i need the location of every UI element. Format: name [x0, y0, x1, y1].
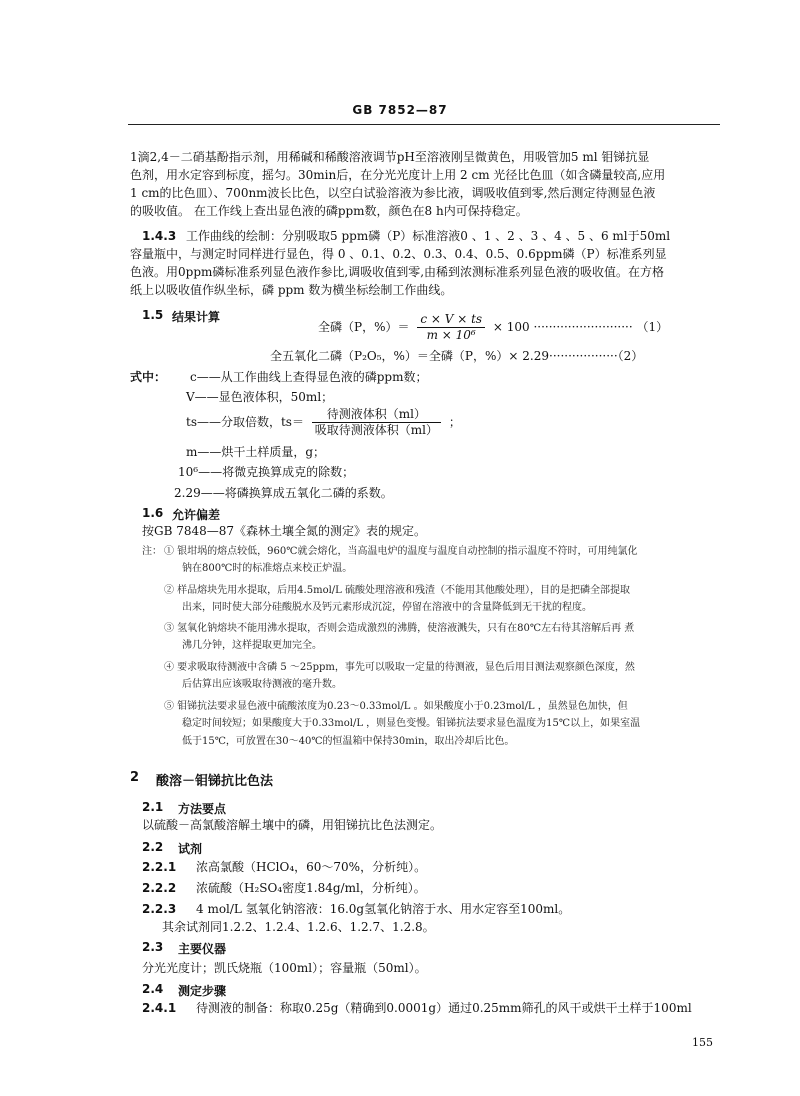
s143-line-4: 纸上以吸收值作纵坐标，磷 ppm 数为横坐标绘制工作曲线。 [130, 283, 453, 297]
formula-1-fraction [417, 312, 485, 343]
definition-ts-fraction [312, 407, 441, 438]
s23-text: 分光光度计；凯氏烧瓶（100ml）；容量瓶（50ml）。 [142, 961, 427, 975]
section-title: 方法要点 [178, 802, 227, 816]
section-number: 1.5 [142, 308, 164, 322]
reagent-2: 浓硫酸（H₂SO₄密度1.84g/ml，分析纯）。 [196, 881, 426, 895]
note-5-line-1: ⑤ 钼锑抗法要求显色液中硫酸浓度为0.23～0.33mol/L 。如果酸度小于0.23mol/L ，虽然显色加快，但 [164, 701, 628, 712]
item-number: 2.2.1 [142, 860, 177, 874]
reagent-3: 4 mol/L 氢氧化钠溶液：16.0g氢氧化钠溶于水、用水定容至100ml。 [196, 902, 571, 916]
header-rule [128, 124, 720, 125]
note-1-line-2: 钠在800℃时的标准熔点来校正炉温。 [182, 563, 353, 574]
page-number: 155 [692, 1036, 713, 1049]
item-number: 2.2.2 [142, 881, 177, 895]
s241-text: 待测液的制备：称取0.25g（精确到0.0001g）通过0.25mm筛孔的风干或烘干土样于100ml [196, 1001, 692, 1015]
para-top-line-2: 色剂，用水定容到标度，摇匀。30min后，在分光光度计上用 2 cm 光径比色皿（如含磷量较高,应用 [130, 168, 666, 182]
s143-line-2: 容量瓶中，与测定时同样进行显色，得 0 、0.1、0.2、0.3、0.4、0.5、0.6ppm磷（P）标准系列显 [130, 247, 667, 261]
definition-ts-numerator: 待测液体积（ml） [312, 407, 441, 423]
section-number: 2.4 [142, 982, 164, 996]
definition-ts-label: ts——分取倍数，ts＝ [186, 415, 304, 429]
s143-line-1: 工作曲线的绘制：分别吸取5 ppm磷（P）标准溶液0 、1 、2 、3 、4 、5 、6 ml于50ml [186, 229, 671, 243]
formula-2: 全五氧化二磷（P₂O₅，%）＝全磷（P，%）× 2.29··················（2） [270, 349, 644, 363]
item-number: 2.4.1 [142, 1001, 177, 1015]
definition-ts [186, 407, 461, 438]
s143-line-3: 色液。用0ppm磷标准系列显色液作参比,调吸收值到零,由稀到浓测标准系列显色液的吸收值。在方格 [130, 265, 665, 279]
formula-1-left: 全磷（P，%）＝ [318, 320, 410, 334]
reagent-rest: 其余试剂同1.2.2、1.2.4、1.2.6、1.2.7、1.2.8。 [162, 920, 435, 934]
section-title: 测定步骤 [178, 984, 227, 998]
formula-1 [318, 312, 668, 343]
section-number: 2.2 [142, 840, 164, 854]
section-number: 1.4.3 [142, 229, 177, 243]
note-2-line-1: ② 样品熔块先用水提取，后用4.5mol/L 硫酸处理溶液和残渣（不能用其他酸处理），目的是把磷全部提取 [164, 585, 630, 596]
note-5-line-2: 稳定时间较短；如果酸度大于0.33mol/L ，则显色变慢。钼锑抗法要求显色温度为15℃以上，如果室温 [182, 718, 641, 729]
section-title: 结果计算 [172, 310, 221, 324]
reagent-1: 浓高氯酸（HClO₄，60～70%，分析纯）。 [196, 860, 427, 874]
note-4-line-2: 后估算出应该吸取待测液的毫升数。 [182, 679, 342, 690]
section-title: 试剂 [178, 842, 203, 856]
where-label: 式中： [130, 370, 167, 384]
section-number: 2.3 [142, 940, 164, 954]
note-2-line-2: 出来，同时使大部分硅酸脱水及钙元素形成沉淀，停留在溶液中的含量降低到无干扰的程度。 [182, 602, 592, 613]
section-number: 2 [130, 770, 140, 785]
formula-1-numerator: c × V × ts [417, 312, 485, 328]
section-title: 酸溶－钼锑抗比色法 [156, 774, 274, 789]
page-header: GB 7852—87 [352, 103, 448, 117]
s16-text: 按GB 7848—87《森林土壤全氮的测定》表的规定。 [142, 524, 427, 538]
para-top-line-3: 1 cm的比色皿）、700nm波长比色，以空白试验溶液为参比液，调吸收值到零,然后测定待测显色液 [130, 186, 656, 200]
note-5-line-3: 低于15℃，可放置在30～40℃的恒温箱中保持30min，取出冷却后比色。 [182, 736, 515, 747]
para-top-line-1: 1滴2,4－二硝基酚指示剂，用稀碱和稀酸溶液调节pH至溶液刚呈微黄色，用吸管加5 ml 钼锑抗显 [130, 150, 650, 164]
definition-ts-end: ； [448, 415, 461, 429]
formula-1-right: × 100 ·························· （1） [492, 320, 669, 334]
section-title: 允许偏差 [172, 508, 221, 522]
definition-c: c——从工作曲线上查得显色液的磷ppm数； [190, 370, 428, 384]
definition-v: V——显色液体积，50ml； [186, 390, 334, 404]
section-title: 主要仪器 [178, 942, 227, 956]
note-4-line-1: ④ 要求吸取待测液中含磷 5 ～25ppm，事先可以吸取一定量的待测液，显色后用目测法观察颜色深度，然 [164, 662, 635, 673]
definition-229: 2.29——将磷换算成五氧化二磷的系数。 [174, 486, 393, 500]
definition-m: m——烘干土样质量，g； [186, 445, 326, 459]
section-number: 1.6 [142, 506, 164, 520]
note-label: 注： [142, 546, 162, 557]
definition-ts-denominator: 吸取待测液体积（ml） [314, 423, 439, 437]
definition-106: 10⁶——将微克换算成克的除数； [178, 465, 355, 479]
s21-text: 以硫酸－高氯酸溶解土壤中的磷，用钼锑抗比色法测定。 [142, 818, 443, 832]
item-number: 2.2.3 [142, 902, 177, 916]
note-3-line-1: ③ 氢氧化钠熔块不能用沸水提取，否则会造成激烈的沸腾，使溶液溅失，只有在80℃左右待其溶解后再 煮 [164, 623, 635, 634]
section-number: 2.1 [142, 800, 164, 814]
note-3-line-2: 沸几分钟，这样提取更加完全。 [182, 640, 322, 651]
note-1-line-1: ① 银坩埚的熔点较低，960℃就会熔化，当高温电炉的温度与温度自动控制的指示温度不符时，可用纯氯化 [164, 546, 638, 557]
para-top-line-4: 的吸收值。 在工作线上查出显色液的磷ppm数，颜色在8 h内可保持稳定。 [130, 204, 528, 218]
formula-1-denominator: m × 10⁶ [426, 328, 476, 342]
